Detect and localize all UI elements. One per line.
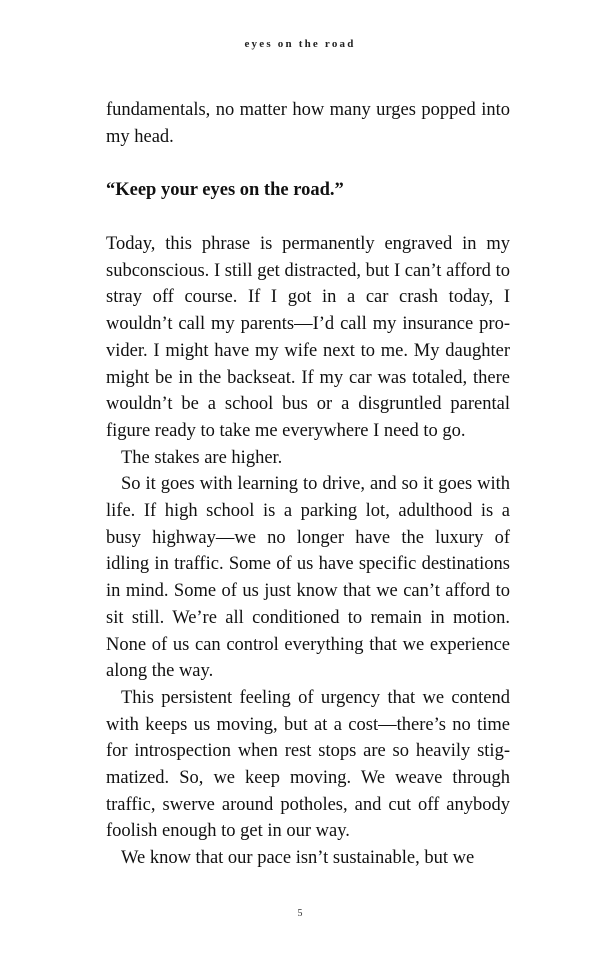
paragraph: The stakes are higher. — [121, 447, 283, 468]
paragraph: We know that our pace isn’t sustainable, but we — [121, 848, 475, 869]
running-head: eyes on the road — [244, 38, 356, 50]
quote-text: “Keep your eyes on the road.” — [106, 180, 344, 200]
body-text-main — [106, 231, 510, 872]
paragraph: So it goes with learning to drive, and so it goes with life. If high school is a parking lot, adulthood is a busy highway—we no longer have the luxury of idling in traffic. Some of us have specific destinations in mind. Some of us just know that we can’t afford to sit still. We’re all conditioned to remain in motion. None of us can control everything that we experience along the way. — [106, 474, 510, 682]
pull-quote — [106, 177, 510, 204]
page-number: 5 — [297, 908, 303, 919]
body-text-top — [106, 97, 510, 150]
paragraph: Today, this phrase is permanently engraved in my subconscious. I still get distracted, but I can’t afford to stray off course. If I got in a car crash today, I wouldn’t call my parents—I’d call my insurance provider. I might have my wife next to me. My daughter might be in the backseat. If my car was totaled, there wouldn’t be a school bus or a disgruntled parental figure ready to take me everywhere I need to go. — [106, 234, 510, 441]
paragraph: This persistent feeling of urgency that we contend with keeps us moving, but at a cost—there’s no time for introspection when rest stops are so heavily stigmatized. So, we keep moving. We weave through traffic, swerve around potholes, and cut off anybody foolish enough to get in our way. — [106, 687, 510, 842]
paragraph-continuation: fundamentals, no matter how many urges popped into my head. — [106, 100, 510, 147]
